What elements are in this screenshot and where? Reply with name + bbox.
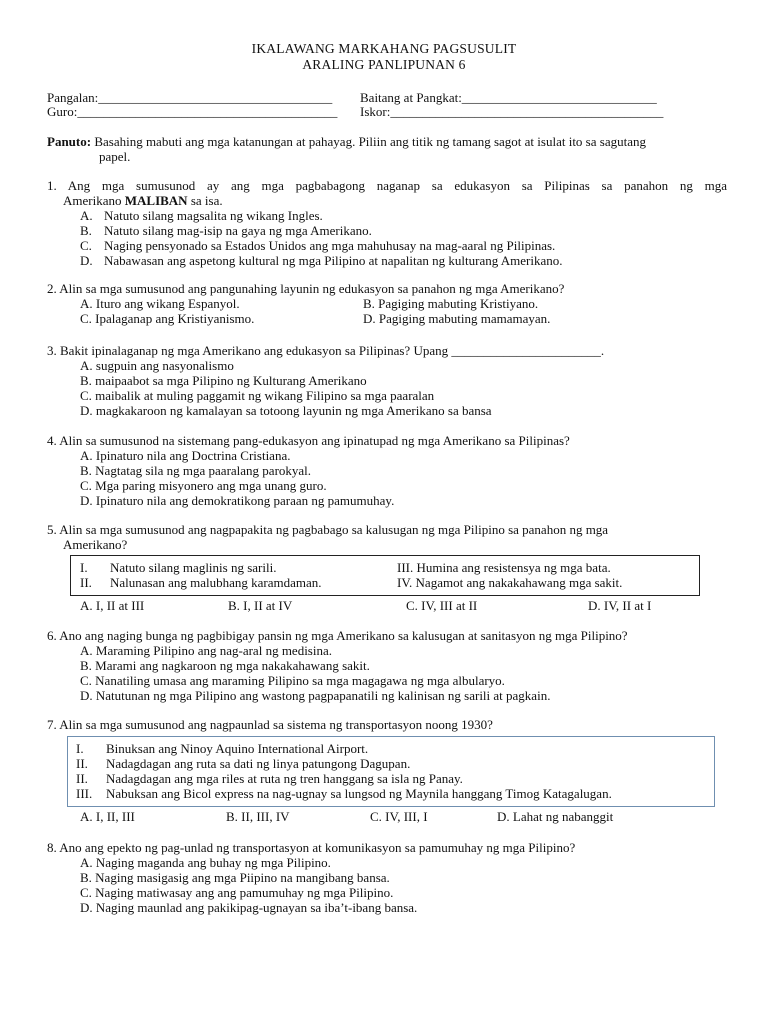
option-8c: C. Naging matiwasay ang ang pamumuhay ng mga Pilipino. <box>80 885 394 900</box>
statement-text: Nabuksan ang Bicol express na nag-ugnay sa lungsod ng Maynila hanggang Timog Katagalugan. <box>106 786 612 801</box>
answer-7b: B. II, III, IV <box>226 809 290 824</box>
question-1 <box>47 178 727 268</box>
question-5-stem-cont: Amerikano? <box>63 537 128 552</box>
option-6a: A. Maraming Pilipino ang nag-aral ng medisina. <box>80 643 333 658</box>
option-letter: A. <box>80 208 93 223</box>
option-1c <box>47 238 727 253</box>
option-6b: B. Marami ang nagkaroon ng mga nakakahawang sakit. <box>80 658 370 673</box>
option-3d: D. magkakaroon ng kamalayan sa totoong layunin ng mga Amerikano sa bansa <box>80 403 492 418</box>
question-2-stem: 2. Alin sa mga sumusunod ang pangunahing layunin ng edukasyon sa panahon ng mga Amerikano? <box>47 281 565 296</box>
teacher-field: Guro:________________________________________ <box>47 104 338 119</box>
question-8-stem: 8. Ano ang epekto ng pag-unlad ng transportasyon at komunikasyon sa pamumuhay ng mga Pilipino? <box>47 840 576 855</box>
question-4 <box>47 433 727 508</box>
statement-text: Natuto silang maglinis ng sarili. <box>110 560 277 575</box>
roman-numeral: III. <box>76 786 93 801</box>
name-field: Pangalan:____________________________________ <box>47 90 333 105</box>
question-7-statements-box <box>67 736 715 807</box>
option-text: Nabawasan ang aspetong kultural ng mga Pilipino at napalitan ng kulturang Amerikano. <box>104 253 563 268</box>
option-3b: B. maipaabot sa mga Pilipino ng Kulturang Amerikano <box>80 373 367 388</box>
statement-7-1 <box>76 741 368 756</box>
answer-7c: C. IV, III, I <box>370 809 428 824</box>
statement-7-2 <box>76 756 410 771</box>
statement-text: Nadagdagan ang ruta sa dati ng linya patungong Dagupan. <box>106 756 411 771</box>
question-5-statements-box <box>70 555 700 596</box>
question-3 <box>47 343 727 418</box>
answer-7a: A. I, II, III <box>80 809 135 824</box>
option-1b <box>47 223 727 238</box>
roman-numeral: II. <box>80 575 92 590</box>
statement-7-3 <box>76 771 463 786</box>
option-6d: D. Natutunan ng mga Pilipino ang wastong pagpapanatili ng kalinisan ng sarili at pagkain. <box>80 688 551 703</box>
answer-7d: D. Lahat ng nabanggit <box>497 809 614 824</box>
option-8d: D. Naging maunlad ang pakikipag-ugnayan sa iba’t-ibang bansa. <box>80 900 418 915</box>
option-2c: C. Ipalaganap ang Kristiyanismo. <box>80 311 255 326</box>
answer-5b: B. I, II at IV <box>228 598 293 613</box>
exam-subject: ARALING PANLIPUNAN 6 <box>302 57 466 72</box>
option-6c: C. Nanatiling umasa ang maraming Pilipino sa mga magagawa ng mga albularyo. <box>80 673 505 688</box>
answer-5c: C. IV, III at II <box>406 598 478 613</box>
statement-7-4 <box>76 786 612 801</box>
statement-5-iii: III. Humina ang resistensya ng mga bata. <box>397 560 611 575</box>
question-5 <box>47 522 727 552</box>
option-2b: B. Pagiging mabuting Kristiyano. <box>363 296 539 311</box>
statement-text: Nadagdagan ang mga riles at ruta ng tren hanggang sa isla ng Panay. <box>106 771 463 786</box>
roman-numeral: II. <box>76 771 88 786</box>
question-6 <box>47 628 727 703</box>
question-5-stem: 5. Alin sa mga sumusunod ang nagpapakita ng pagbabago sa kalusugan ng mga Pilipino sa panahon ng mga <box>47 522 609 537</box>
question-8 <box>47 840 727 915</box>
option-text: Natuto silang mag-isip na gaya ng mga Amerikano. <box>104 223 372 238</box>
option-text: Natuto silang magsalita ng wikang Ingles. <box>104 208 323 223</box>
option-4c: C. Mga paring misyonero ang mga unang guro. <box>80 478 327 493</box>
roman-numeral: II. <box>76 756 88 771</box>
question-1-stem: 1. Ang mga sumusunod ay ang mga pagbabagong naganap sa edukasyon sa Pilipinas sa panahon ng mga <box>47 178 727 193</box>
question-3-stem: 3. Bakit ipinalaganap ng mga Amerikano ang edukasyon sa Pilipinas? Upang _______________________. <box>47 343 605 358</box>
statement-5-i <box>80 560 276 575</box>
answer-5d: D. IV, II at I <box>588 598 652 613</box>
grade-section-field: Baitang at Pangkat:______________________________ <box>360 90 657 105</box>
directions-label: Panuto: <box>47 134 92 149</box>
directions-text: Basahing mabuti ang mga katanungan at pahayag. Piliin ang titik ng tamang sagot at isulat ito sa sagutang <box>91 134 646 149</box>
statement-5-ii <box>80 575 322 590</box>
directions-continuation: papel. <box>99 149 131 164</box>
option-letter: C. <box>80 238 92 253</box>
statement-text: Binuksan ang Ninoy Aquino International Airport. <box>106 741 369 756</box>
roman-numeral: I. <box>76 741 84 756</box>
statement-5-iv: IV. Nagamot ang nakakahawang mga sakit. <box>397 575 623 590</box>
roman-numeral: I. <box>80 560 88 575</box>
option-4b: B. Nagtatag sila ng mga paaralang parokyal. <box>80 463 312 478</box>
score-field: Iskor:__________________________________________ <box>360 104 664 119</box>
directions <box>47 134 646 150</box>
q1-text-end: sa isa. <box>187 193 223 208</box>
option-4d: D. Ipinaturo nila ang demokratikong paraan ng pamumuhay. <box>80 493 395 508</box>
option-1a <box>47 208 727 223</box>
option-letter: B. <box>80 223 92 238</box>
answer-5a: A. I, II at III <box>80 598 145 613</box>
question-4-stem: 4. Alin sa sumusunod na sistemang pang-edukasyon ang ipinatupad ng mga Amerikano sa Pilipinas? <box>47 433 570 448</box>
option-3a: A. sugpuin ang nasyonalismo <box>80 358 234 373</box>
question-2 <box>47 281 727 326</box>
option-letter: D. <box>80 253 93 268</box>
statement-text: Nalunasan ang malubhang karamdaman. <box>110 575 322 590</box>
option-8a: A. Naging maganda ang buhay ng mga Pilipino. <box>80 855 331 870</box>
question-1-stem-cont <box>47 193 727 208</box>
exam-title: IKALAWANG MARKAHANG PAGSUSULIT <box>251 41 517 56</box>
option-2a: A. Ituro ang wikang Espanyol. <box>80 296 240 311</box>
option-8b: B. Naging masigasig ang mga Piipino na mangibang bansa. <box>80 870 390 885</box>
question-6-stem: 6. Ano ang naging bunga ng pagbibigay pansin ng mga Amerikano sa kalusugan at sanitasyon ng mga Pilipino? <box>47 628 628 643</box>
q1-emphasis: MALIBAN <box>124 193 188 208</box>
option-3c: C. maibalik at muling paggamit ng wikang Filipino sa mga paaralan <box>80 388 435 403</box>
question-7-stem: 7. Alin sa mga sumusunod ang nagpaunlad sa sistema ng transportasyon noong 1930? <box>47 717 493 732</box>
q1-text: Amerikano <box>63 193 125 208</box>
option-4a: A. Ipinaturo nila ang Doctrina Cristiana. <box>80 448 291 463</box>
option-2d: D. Pagiging mabuting mamamayan. <box>363 311 551 326</box>
question-7 <box>47 717 727 732</box>
option-text: Naging pensyonado sa Estados Unidos ang mga mahuhusay na mag-aaral ng Pilipinas. <box>104 238 556 253</box>
option-1d <box>47 253 727 268</box>
